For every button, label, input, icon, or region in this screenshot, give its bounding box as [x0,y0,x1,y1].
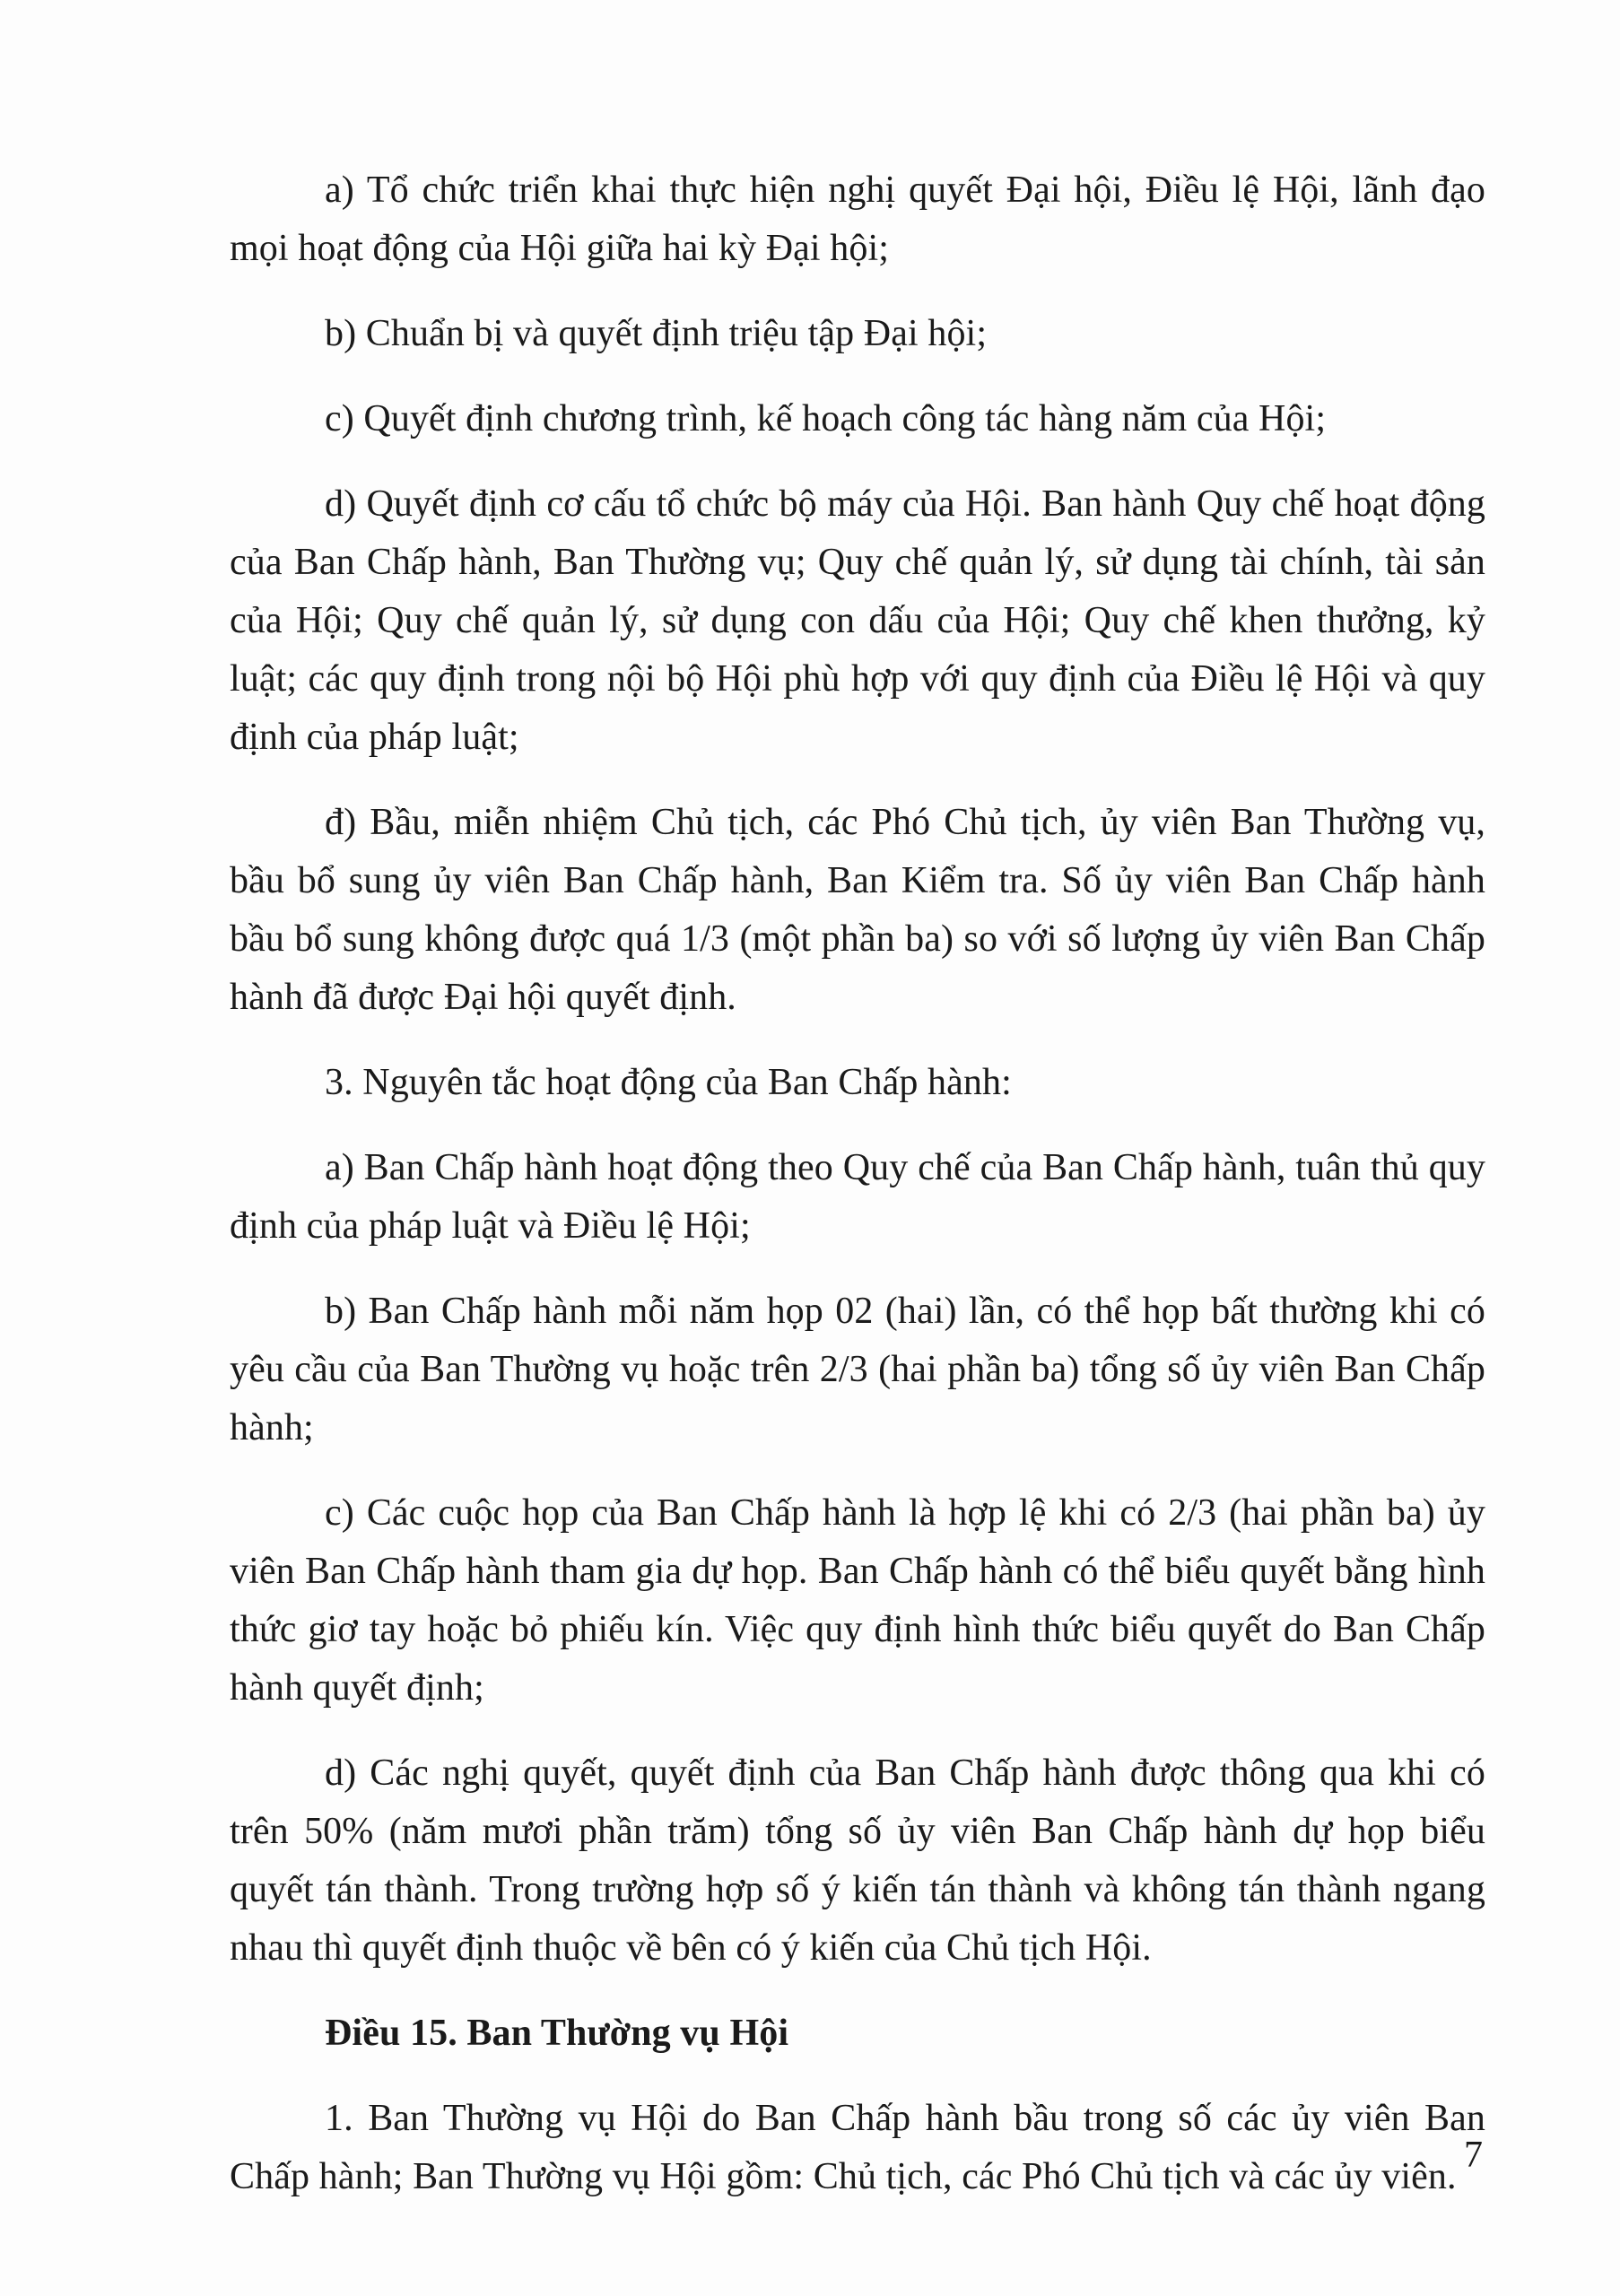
paragraph-3-principles: 3. Nguyên tắc hoạt động của Ban Chấp hành: [325,1062,1012,1103]
paragraph-2c: c) Quyết định chương trình, kế hoạch công tác hàng năm của Hội; [325,398,1327,439]
paragraph-2b: b) Chuẩn bị và quyết định triệu tập Đại hội; [325,313,988,354]
paragraph-3c: c) Các cuộc họp của Ban Chấp hành là hợp lệ khi có 2/3 (hai phần ba) ủy viên Ban Chấp hành tham gia dự họp. Ban Chấp hành có thể biểu quyết bằng hình thức giơ tay hoặc bỏ phiếu kín. Việc quy định hình thức biểu quyết do Ban Chấp hành quyết định; [230,1492,1485,1709]
paragraph-3d: d) Các nghị quyết, quyết định của Ban Chấp hành được thông qua khi có trên 50% (năm mươi phần trăm) tổng số ủy viên Ban Chấp hành dự họp biểu quyết tán thành. Trong trường hợp số ý kiến tán thành và không tán thành ngang nhau thì quyết định thuộc về bên có ý kiến của Chủ tịch Hội. [230,1752,1485,1969]
paragraph-article-15-1: 1. Ban Thường vụ Hội do Ban Chấp hành bầu trong số các ủy viên Ban Chấp hành; Ban Thường vụ Hội gồm: Chủ tịch, các Phó Chủ tịch và các ủy viên. [230,2098,1485,2197]
paragraph-2a: a) Tổ chức triển khai thực hiện nghị quyết Đại hội, Điều lệ Hội, lãnh đạo mọi hoạt động của Hội giữa hai kỳ Đại hội; [230,170,1485,269]
paragraph-2d: d) Quyết định cơ cấu tổ chức bộ máy của Hội. Ban hành Quy chế hoạt động của Ban Chấp hành, Ban Thường vụ; Quy chế quản lý, sử dụng tài chính, tài sản của Hội; Quy chế quản lý, sử dụng con dấu của Hội; Quy chế khen thưởng, kỷ luật; các quy định trong nội bộ Hội phù hợp với quy định của Điều lệ Hội và quy định của pháp luật; [230,483,1485,758]
paragraph-3a: a) Ban Chấp hành hoạt động theo Quy chế của Ban Chấp hành, tuân thủ quy định của pháp luật và Điều lệ Hội; [230,1147,1485,1247]
document-body [230,161,1485,2233]
paragraph-3b: b) Ban Chấp hành mỗi năm họp 02 (hai) lần, có thể họp bất thường khi có yêu cầu của Ban Thường vụ hoặc trên 2/3 (hai phần ba) tổng số ủy viên Ban Chấp hành; [230,1291,1485,1448]
paragraph-2dd: đ) Bầu, miễn nhiệm Chủ tịch, các Phó Chủ tịch, ủy viên Ban Thường vụ, bầu bổ sung ủy viên Ban Chấp hành, Ban Kiểm tra. Số ủy viên Ban Chấp hành bầu bổ sung không được quá 1/3 (một phần ba) so với số lượng ủy viên Ban Chấp hành đã được Đại hội quyết định. [230,802,1485,1018]
page-number: 7 [1464,2135,1483,2176]
section-heading-article-15: Điều 15. Ban Thường vụ Hội [325,2013,789,2054]
